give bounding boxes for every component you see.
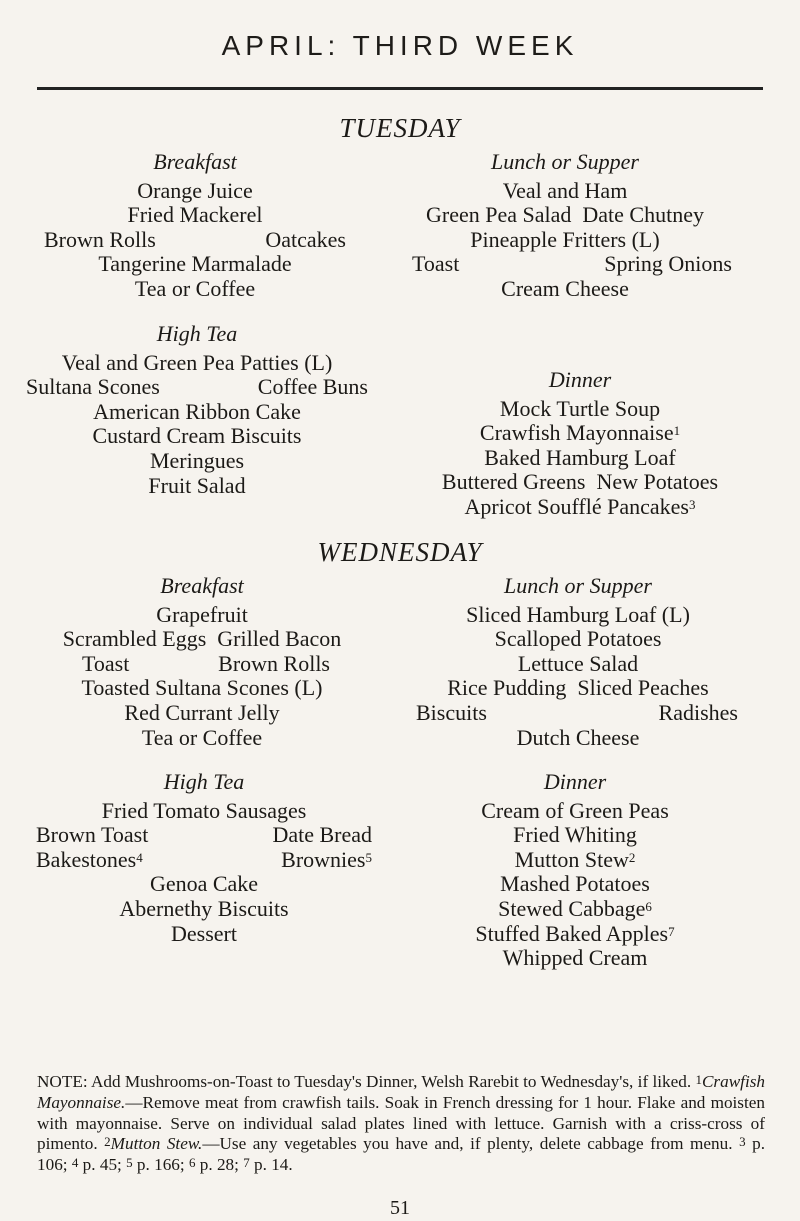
tuesday-breakfast-heading: Breakfast — [153, 149, 237, 174]
menu-line — [380, 495, 780, 520]
page-ref: p. 106; — [37, 1134, 765, 1175]
tuesday-lunch-heading: Lunch or Supper — [491, 149, 639, 174]
menu-line: Fried Mackerel — [127, 202, 263, 228]
menu-line: Cream of Green Peas — [481, 797, 669, 823]
page-ref: p. 14. — [249, 1155, 293, 1175]
menu-item-text: Bakestones — [36, 846, 137, 872]
menu-item-text: Brownies — [281, 846, 366, 872]
menu-item: Coffee Buns — [257, 374, 368, 400]
wednesday-lunch — [388, 574, 768, 750]
menu-item: Crawfish Mayonnaise — [479, 420, 674, 446]
menu-line: Lettuce Salad — [517, 650, 639, 676]
menu-line: Scrambled Eggs Grilled Bacon — [62, 626, 342, 652]
menu-line: Abernethy Biscuits — [119, 895, 289, 921]
menu-item: Brown Rolls — [218, 650, 330, 676]
menu-item: Stewed Cabbage — [498, 895, 646, 921]
menu-line: Tea or Coffee — [134, 275, 256, 301]
wednesday-high-tea — [36, 770, 372, 946]
footnote-ref: 2 — [104, 1134, 111, 1150]
tuesday-dinner-heading: Dinner — [548, 367, 612, 392]
menu-line: Fruit Salad — [148, 472, 246, 498]
footnote-ref: 1 — [695, 1072, 702, 1087]
menu-item: Radishes — [658, 699, 738, 725]
page-ref: p. 166; — [132, 1155, 189, 1175]
note-text: Add Mushrooms-on-Toast to Tuesday's Dinner, Welsh Rarebit to Wednesday's, if liked. — [87, 1072, 696, 1091]
menu-item: Brown Rolls — [44, 226, 156, 252]
footnote-ref: 2 — [628, 849, 636, 865]
footnote-ref: 4 — [136, 849, 143, 865]
wednesday-high-tea-heading: High Tea — [163, 769, 245, 794]
footnote-ref: 4 — [71, 1155, 79, 1171]
menu-line: Veal and Green Pea Patties (L) — [61, 349, 333, 375]
menu-line: Tangerine Marmalade — [98, 251, 292, 277]
menu-line — [30, 228, 360, 253]
footnote-ref: 5 — [365, 849, 372, 865]
menu-item: Toast — [412, 251, 460, 277]
menu-line: Rice Pudding Sliced Peaches — [447, 675, 709, 701]
menu-item: Mutton Stew — [514, 846, 629, 872]
tuesday-lunch — [360, 150, 770, 302]
menu-line: Meringues — [149, 447, 245, 473]
footnote-ref: 3 — [739, 1134, 746, 1150]
menu-item: Spring Onions — [604, 251, 732, 277]
menu-line: Buttered Greens New Potatoes — [441, 469, 719, 495]
page-number: 51 — [390, 1197, 410, 1219]
note-label: NOTE: — [37, 1072, 88, 1091]
wednesday-title: WEDNESDAY — [317, 537, 483, 567]
menu-item: Oatcakes — [265, 226, 346, 252]
menu-line: Toasted Sultana Scones (L) — [81, 675, 323, 701]
tuesday-high-tea — [22, 322, 372, 498]
wednesday-lunch-heading: Lunch or Supper — [504, 573, 652, 598]
menu-item: Biscuits — [416, 699, 487, 725]
menu-line: Dessert — [171, 920, 237, 946]
menu-line: Cream Cheese — [501, 275, 629, 301]
footnote-ref: 5 — [126, 1155, 133, 1171]
menu-line — [36, 848, 372, 873]
footnote-ref: 1 — [673, 423, 681, 439]
menu-line: Pineapple Fritters (L) — [470, 226, 660, 252]
menu-item: Brown Toast — [36, 822, 149, 848]
menu-item: Sultana Scones — [26, 374, 160, 400]
wednesday-dinner-heading: Dinner — [543, 769, 607, 794]
menu-line — [380, 421, 780, 446]
menu-line: Grapefruit — [156, 601, 248, 627]
menu-line — [36, 823, 372, 848]
tuesday-high-tea-heading: High Tea — [156, 321, 238, 346]
note-text: —Use any vegetables you have and, if plenty, delete cabbage from menu. — [202, 1134, 740, 1154]
note-recipe-title: Mutton Stew. — [110, 1134, 203, 1154]
page-header: APRIL: THIRD WEEK — [221, 30, 579, 61]
menu-line — [22, 652, 382, 677]
footnote-ref: 3 — [688, 496, 696, 512]
menu-line: Tea or Coffee — [141, 724, 263, 750]
menu-line: Sliced Hamburg Loaf (L) — [466, 601, 690, 627]
menu-line: Red Currant Jelly — [124, 699, 280, 725]
menu-line — [400, 897, 750, 922]
menu-line — [400, 922, 750, 947]
menu-item — [281, 848, 372, 873]
menu-line: Green Pea Salad Date Chutney — [426, 202, 704, 228]
menu-line — [22, 375, 372, 400]
menu-line: Custard Cream Biscuits — [92, 423, 302, 449]
menu-line: American Ribbon Cake — [93, 398, 301, 424]
menu-line: Orange Juice — [137, 177, 253, 203]
menu-item: Date Bread — [272, 822, 372, 848]
menu-line: Fried Whiting — [513, 822, 637, 848]
page-ref: p. 28; — [195, 1155, 244, 1175]
menu-line: Whipped Cream — [502, 945, 648, 971]
menu-line: Mock Turtle Soup — [499, 395, 661, 421]
menu-line: Dutch Cheese — [516, 724, 640, 750]
menu-line: Mashed Potatoes — [500, 871, 650, 897]
menu-item: Apricot Soufflé Pancakes — [464, 493, 689, 519]
menu-line: Scalloped Potatoes — [494, 626, 662, 652]
footnote-ref: 7 — [668, 923, 675, 939]
footnote-ref: 6 — [188, 1155, 196, 1171]
footnote-ref: 6 — [645, 898, 652, 914]
note-text: —Remove meat from crawfish tails. Soak in French dressing for 1 hour. Flake and moisten with mayonnaise. Serve on individual salad plates lined with lettuce. Garnish with a criss-cross of pimento. — [37, 1092, 765, 1154]
wednesday-breakfast — [22, 574, 382, 750]
tuesday-title: TUESDAY — [339, 113, 461, 143]
footnote-ref: 7 — [243, 1155, 250, 1171]
menu-item: Toast — [82, 650, 130, 676]
footnote-block — [37, 1072, 765, 1176]
menu-line: Genoa Cake — [149, 871, 259, 897]
menu-line: Veal and Ham — [502, 177, 628, 203]
menu-line: Baked Hamburg Loaf — [484, 444, 676, 470]
menu-line — [400, 848, 750, 873]
menu-line — [388, 701, 768, 726]
note-recipe-title: Crawfish Mayonnaise. — [37, 1072, 765, 1112]
menu-line: Fried Tomato Sausages — [101, 797, 307, 823]
tuesday-breakfast — [30, 150, 360, 302]
menu-line — [360, 252, 770, 277]
page-ref: p. 45; — [78, 1155, 127, 1175]
tuesday-dinner — [380, 368, 780, 520]
header-rule — [37, 87, 763, 90]
wednesday-breakfast-heading: Breakfast — [160, 573, 244, 598]
menu-item — [36, 848, 143, 873]
wednesday-dinner — [400, 770, 750, 971]
menu-item: Stuffed Baked Apples — [475, 920, 669, 946]
